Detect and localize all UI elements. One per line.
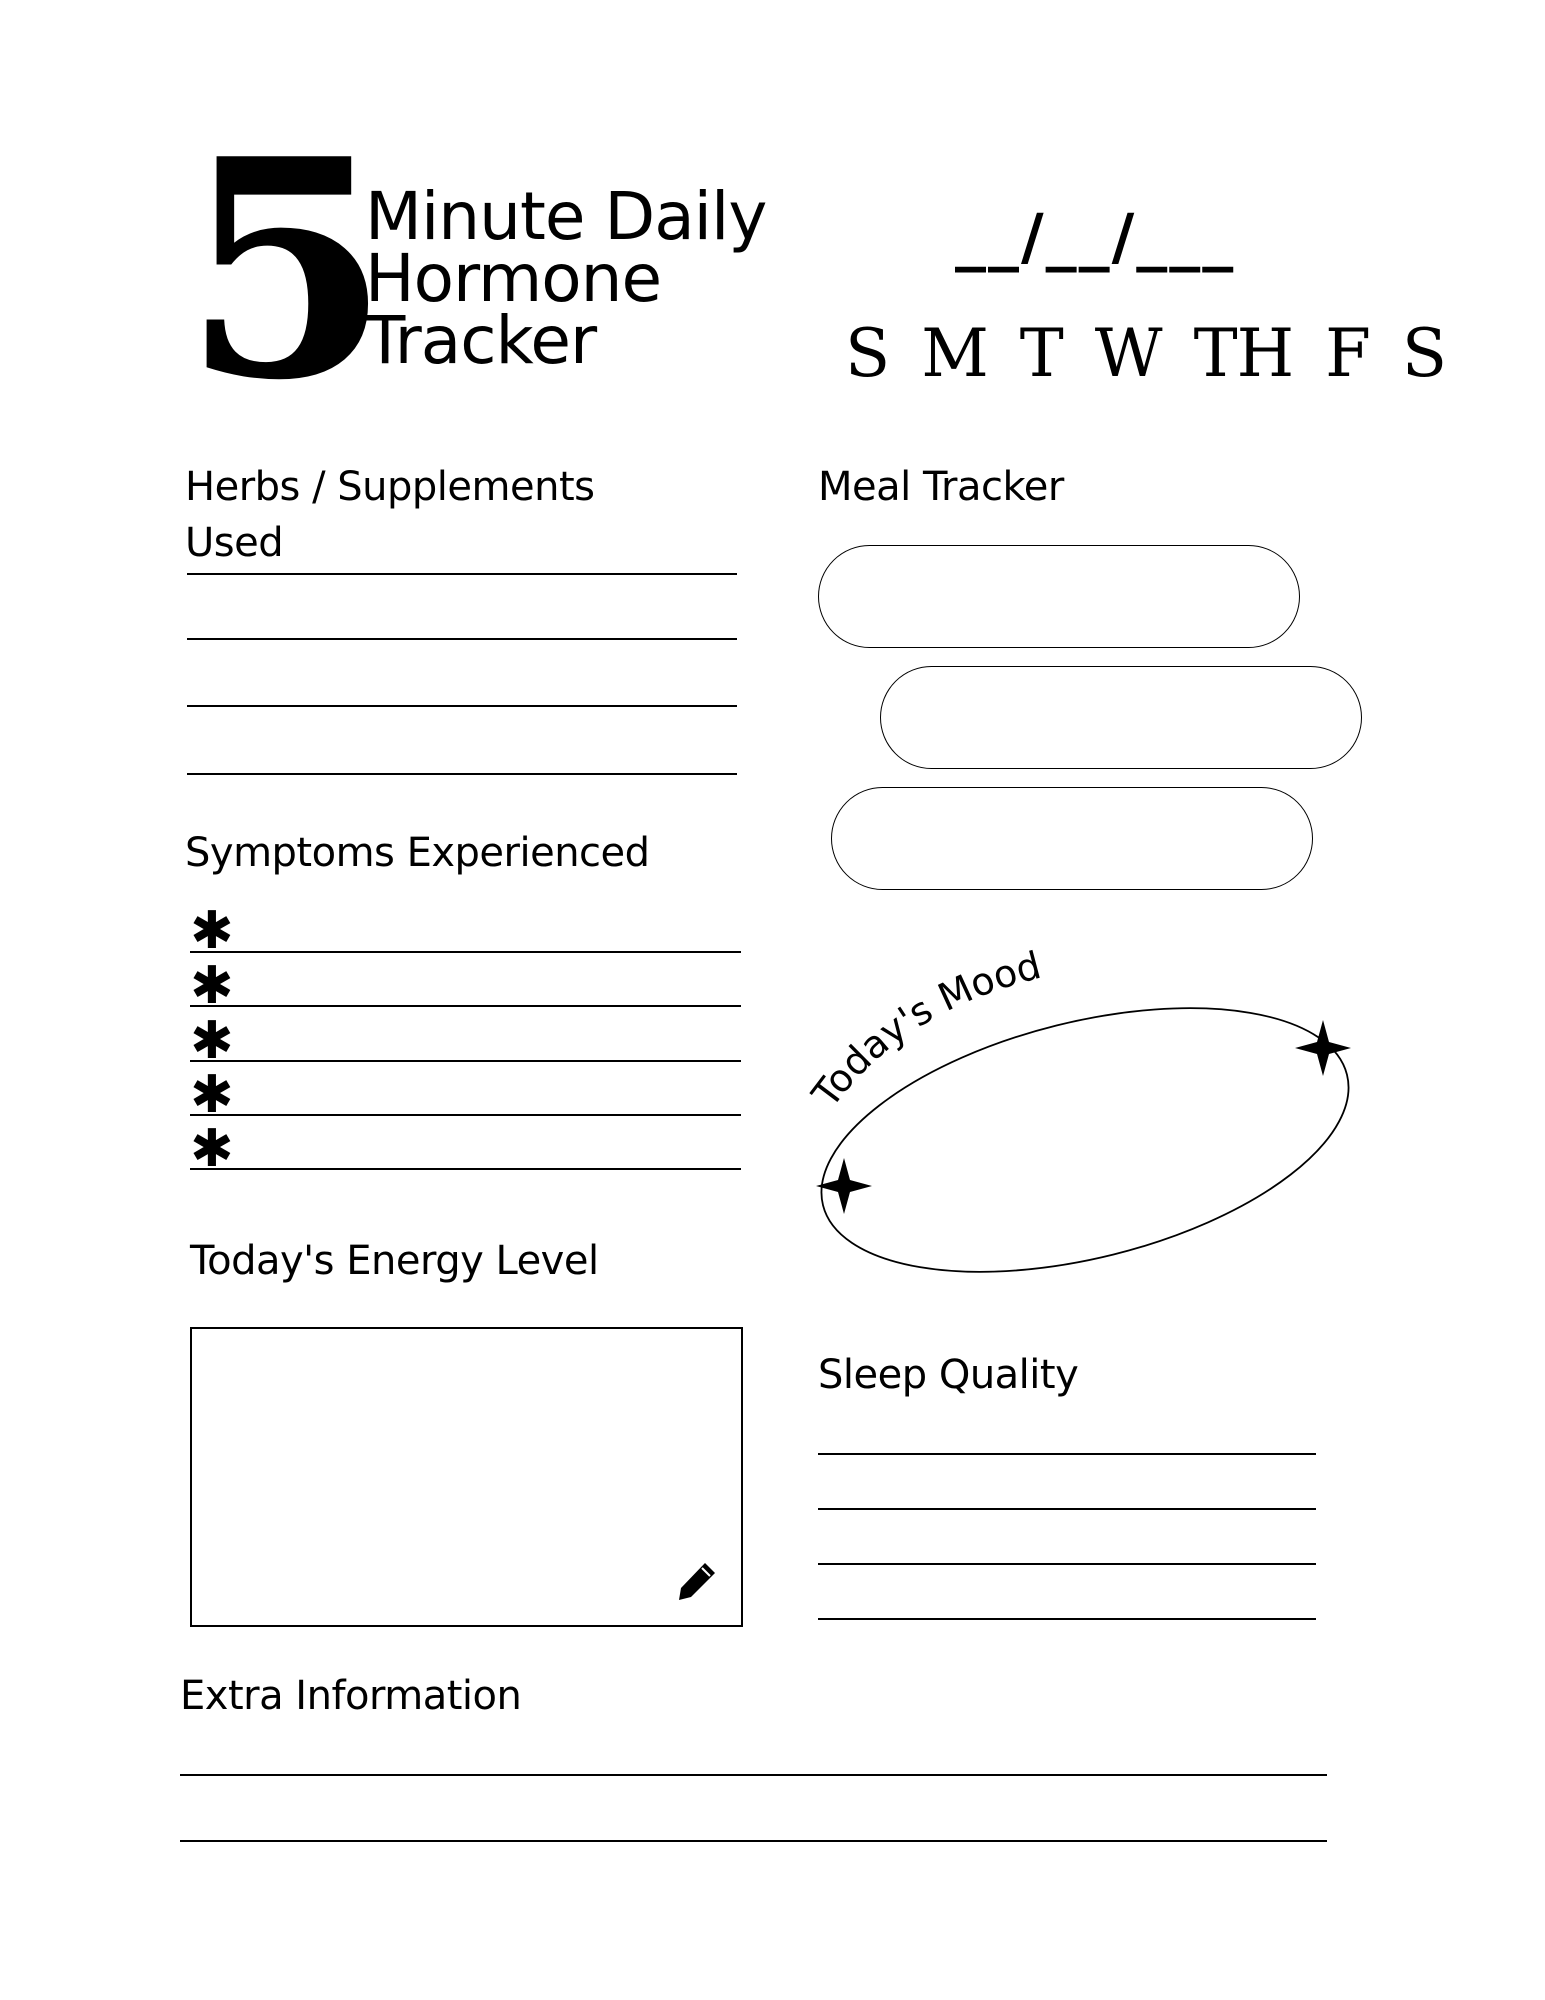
herbs-line-3[interactable]	[187, 705, 737, 707]
symptom-line-3[interactable]	[190, 1060, 741, 1062]
symptom-line-1[interactable]	[190, 951, 741, 953]
asterisk-icon: ✱	[190, 1011, 234, 1071]
sleep-line-2[interactable]	[818, 1508, 1316, 1510]
symptom-line-2[interactable]	[190, 1005, 741, 1007]
title-line-2: Hormone	[365, 240, 662, 317]
mood-label: Today's Mood	[803, 943, 1046, 1116]
meal-box-3[interactable]	[831, 787, 1313, 890]
herbs-label: Herbs / Supplements	[185, 464, 595, 510]
sleep-line-1[interactable]	[818, 1453, 1316, 1455]
sleep-line-3[interactable]	[818, 1563, 1316, 1565]
title-line-3: Tracker	[365, 302, 597, 379]
asterisk-icon: ✱	[190, 1119, 234, 1179]
extra-line-2[interactable]	[180, 1840, 1327, 1842]
energy-box[interactable]	[190, 1327, 743, 1627]
pencil-icon	[675, 1559, 719, 1603]
weekday-selector: S M T W TH F S	[845, 315, 1447, 392]
asterisk-icon: ✱	[190, 901, 234, 961]
herbs-label-used: Used	[185, 520, 284, 566]
herbs-line-2[interactable]	[187, 638, 737, 640]
meal-box-2[interactable]	[880, 666, 1362, 769]
meal-box-1[interactable]	[818, 545, 1300, 648]
asterisk-icon: ✱	[190, 1065, 234, 1125]
big-five-numeral: 5	[182, 93, 385, 446]
energy-label: Today's Energy Level	[190, 1238, 599, 1284]
sparkle-icon	[816, 1158, 872, 1214]
extra-information-label: Extra Information	[180, 1673, 522, 1719]
meal-tracker-label: Meal Tracker	[818, 464, 1064, 510]
page-title	[365, 178, 767, 379]
herbs-line-4[interactable]	[187, 773, 737, 775]
symptoms-label: Symptoms Experienced	[185, 830, 650, 876]
date-blank: __/__/___	[955, 200, 1236, 273]
sleep-quality-label: Sleep Quality	[818, 1352, 1079, 1398]
symptom-line-5[interactable]	[190, 1168, 741, 1170]
title-line-1: Minute Daily	[365, 178, 767, 255]
sleep-line-4[interactable]	[818, 1618, 1316, 1620]
symptom-line-4[interactable]	[190, 1114, 741, 1116]
asterisk-icon: ✱	[190, 956, 234, 1016]
mood-oval[interactable]	[800, 940, 1370, 1300]
herbs-line-1[interactable]	[187, 573, 737, 575]
extra-line-1[interactable]	[180, 1774, 1327, 1776]
